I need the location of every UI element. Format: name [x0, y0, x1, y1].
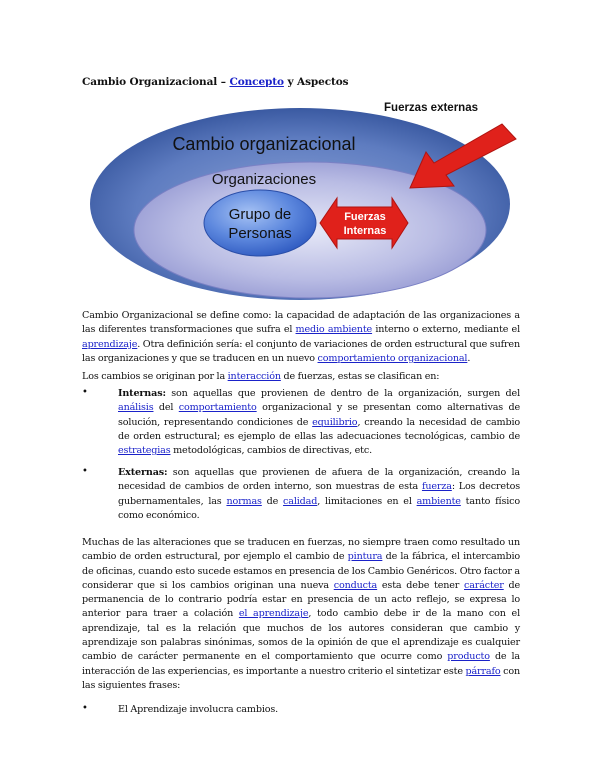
- external-forces-label: Fuerzas externas: [384, 102, 478, 114]
- bullet-internas-marker: •: [82, 387, 88, 398]
- concepto-link[interactable]: Concepto: [229, 76, 284, 88]
- pintura-link[interactable]: pintura: [347, 551, 383, 563]
- comportamiento-organizacional-link[interactable]: comportamiento organizacional: [317, 352, 468, 364]
- page-title: Cambio Organizacional – Concepto y Aspectos: [82, 76, 349, 88]
- parrafo-link[interactable]: párrafo: [465, 665, 501, 677]
- inner-ellipse: [204, 190, 316, 256]
- bullet-internas: Internas: son aquellas que provienen de dentro de la organización, surgen del análisis del comportamiento organizacional y se presentan como alternativas de solución, representando condiciones de equilibrio, creando la necesidad de cambio de orden estructural; es ejemplo de ellas las adecuaciones tecnológicas, cambio de estrategias metodológicas, cambios de directivas, etc.: [118, 388, 520, 457]
- fuerza-link[interactable]: fuerza: [421, 481, 452, 493]
- origin-paragraph: Los cambios se originan por la interacción de fuerzas, estas se clasifican en:: [82, 371, 440, 382]
- inner-label-line2: Personas: [228, 225, 292, 242]
- caracter-link[interactable]: carácter: [464, 579, 504, 591]
- bullet-last-marker: •: [82, 703, 88, 714]
- interaccion-link[interactable]: interacción: [227, 371, 281, 382]
- bullet-aprendizaje: El Aprendizaje involucra cambios.: [118, 704, 279, 715]
- el-aprendizaje-link[interactable]: el aprendizaje: [238, 608, 309, 620]
- internal-forces-label-line2: Internas: [343, 225, 387, 237]
- internal-forces-label-line1: Fuerzas: [344, 211, 386, 223]
- inner-label-line1: Grupo de: [228, 206, 292, 223]
- aprendizaje-link[interactable]: aprendizaje: [82, 338, 138, 350]
- producto-link[interactable]: producto: [447, 651, 490, 663]
- calidad-link[interactable]: calidad: [283, 495, 318, 507]
- conducta-link[interactable]: conducta: [333, 579, 378, 591]
- organizational-change-diagram: [82, 92, 522, 302]
- middle-label: Organizaciones: [211, 171, 317, 188]
- alterations-paragraph: Muchas de las alteraciones que se traducen en fuerzas, no siempre traen como resultado un cambio de orden estructural, por ejemplo el cambio de pintura de la fábrica, el intercambio de oficinas, cuando esto sucede estamos en presencia de los Cambio Genéricos. Otro factor a considerar que si los cambios originan una nueva conducta esta debe tener carácter de permanencia de lo contrario podría estar en presencia de un acto reflejo, se expresa lo anterior para traer a colación el aprendizaje, todo cambio debe ir de la mano con el aprendizaje, tal es la relación que muchos de los autores consideran que cambio y aprendizaje son palabras sinónimas, somos de la opinión de que el aprendizaje es cualquier cambio de carácter permanente en el comportamiento que ocurre como producto de la interacción de las experiencias, es importante a nuestro criterio el sintetizar este párrafo con las siguientes frases:: [82, 537, 521, 691]
- estrategias-link[interactable]: estrategias: [118, 445, 171, 457]
- bullet-externas-marker: •: [82, 466, 88, 477]
- ambiente-link[interactable]: ambiente: [416, 495, 461, 507]
- definition-paragraph: Cambio Organizacional se define como: la capacidad de adaptación de las organizaciones a las diferentes transformaciones que sufra el medio ambiente interno o externo, mediante el aprendizaje. Otra definición sería: el conjunto de variaciones de orden estructural que sufren las organizaciones y que se traducen en un nuevo comportamiento organizacional.: [82, 310, 521, 364]
- analisis-link[interactable]: análisis: [118, 402, 154, 414]
- medio-ambiente-link[interactable]: medio ambiente: [295, 324, 373, 336]
- equilibrio-link[interactable]: equilibrio: [312, 416, 358, 428]
- comportamiento-link[interactable]: comportamiento: [178, 402, 257, 414]
- normas-link[interactable]: normas: [226, 495, 262, 507]
- outer-label: Cambio organizacional: [172, 134, 356, 154]
- bullet-externas: Externas: son aquellas que provienen de afuera de la organización, creando la necesidad de cambios de orden interno, son muestras de esta fuerza: Los decretos gubernamentales, las normas de calidad, limitaciones en el ambiente tanto físico como económico.: [118, 467, 521, 521]
